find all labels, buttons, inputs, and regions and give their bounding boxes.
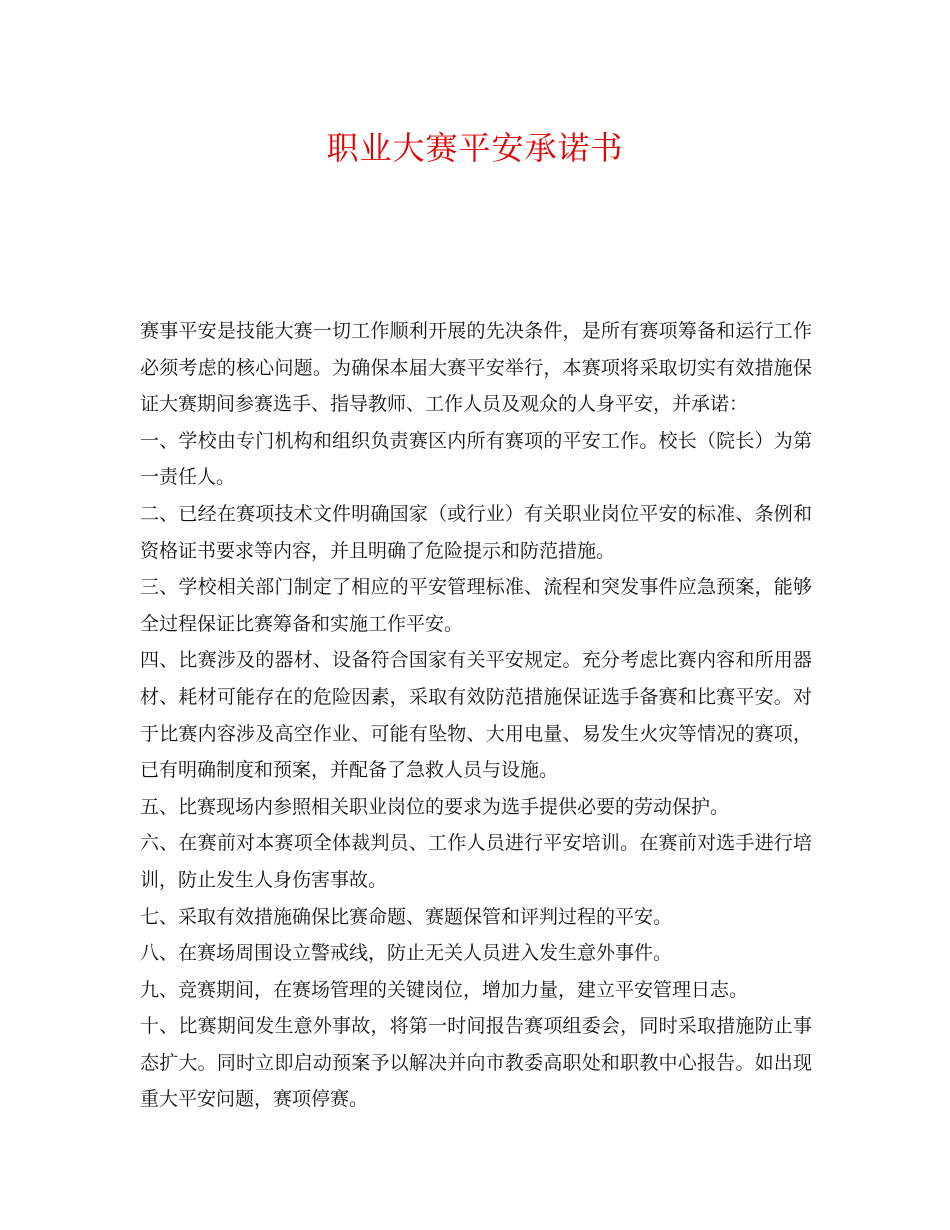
clause-4: 四、比赛涉及的器材、设备符合国家有关平安规定。充分考虑比赛内容和所用器材、耗材可能存在的危险因素，采取有效防范措施保证选手备赛和比赛平安。对于比赛内容涉及高空作业、可能有坠物、大用电量、易发生火灾等情况的赛项，已有明确制度和预案，并配备了急救人员与设施。 — [140, 649, 812, 782]
clause-7: 七、采取有效措施确保比赛命题、赛题保管和评判过程的平安。 — [140, 905, 673, 928]
clause-3: 三、学校相关部门制定了相应的平安管理标准、流程和突发事件应急预案，能够全过程保证比赛筹备和实施工作平安。 — [140, 576, 812, 635]
clause-10: 十、比赛期间发生意外事故，将第一时间报告赛项组委会，同时采取措施防止事态扩大。同时立即启动预案予以解决并向市教委高职处和职教中心报告。如出现重大平安问题，赛项停赛。 — [140, 1015, 812, 1111]
clause-8: 八、在赛场周围设立警戒线，防止无关人员进入发生意外事件。 — [140, 942, 673, 965]
intro-paragraph: 赛事平安是技能大赛一切工作顺利开展的先决条件，是所有赛项筹备和运行工作必须考虑的核心问题。为确保本届大赛平安举行，本赛项将采取切实有效措施保证大赛期间参赛选手、指导教师、工作人员及观众的人身平安，并承诺： — [140, 320, 812, 416]
clause-2: 二、已经在赛项技术文件明确国家（或行业）有关职业岗位平安的标准、条例和资格证书要求等内容，并且明确了危险提示和防范措施。 — [140, 502, 812, 562]
clause-6: 六、在赛前对本赛项全体裁判员、工作人员进行平安培训。在赛前对选手进行培训，防止发生人身伤害事故。 — [140, 832, 812, 891]
clause-9: 九、竞赛期间，在赛场管理的关键岗位，增加力量，建立平安管理日志。 — [140, 978, 749, 1001]
document-title: 职业大赛平安承诺书 — [326, 129, 624, 167]
clause-5: 五、比赛现场内参照相关职业岗位的要求为选手提供必要的劳动保护。 — [140, 795, 730, 818]
document-body — [140, 313, 812, 1118]
clause-1: 一、学校由专门机构和组织负责赛区内所有赛项的平安工作。校长（院长）为第一责任人。 — [140, 429, 812, 489]
